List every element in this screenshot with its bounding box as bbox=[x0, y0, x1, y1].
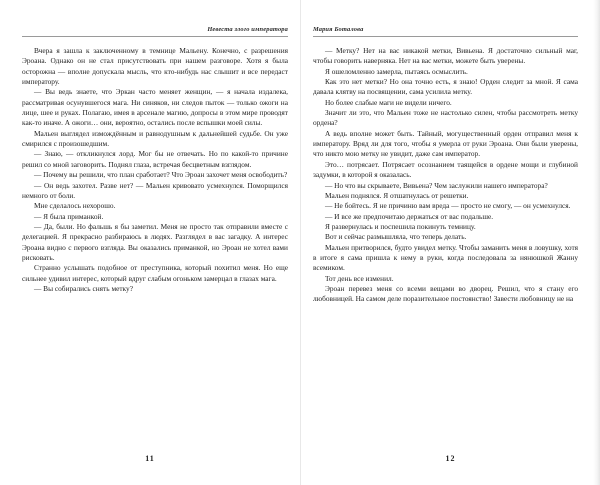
paragraph: — Знаю, — откликнулся лорд. Мог бы не отвечать. Но по какой-то причине решил со мной заговорить. Поднял глаза, встречая бесцветным взглядом. bbox=[22, 149, 288, 169]
paragraph: — Почему вы решили, что план сработает? Что Эроан захочет меня освободить? bbox=[34, 170, 288, 180]
paragraph: Как это нет метки? Но она точно есть, я знаю! Орден следит за мной. Я сама давала клятву на посвящении, сама усилила метку. bbox=[313, 77, 578, 97]
paragraph: — Да, были. Но фальшь я бы заметил. Меня не просто так отправили вместе с делегацией. Я прекрасно разбираюсь в людях. Разглядел в вас загадку. А интерес Эроана видно с первого взгляда. Вы оказались приманкой, но Эроан не хотел вами рисковать. bbox=[22, 221, 288, 262]
paragraph: — Вы собирались снять метку? bbox=[34, 283, 133, 293]
paragraph: — Не бойтесь. Я не причиню вам вреда — просто не смогу, — он усмехнулся. bbox=[325, 201, 571, 211]
left-page-running-head: Невеста злого императора bbox=[207, 26, 288, 33]
paragraph: Странно услышать подобное от преступника, который похитил меня. Но еще сильнее удивил интерес, который вдруг слабым огоньком замерцал в глазах мага. bbox=[22, 263, 288, 283]
paragraph: А ведь вполне может быть. Тайный, могущественный орден отправил меня к императору. Вряд ли для того, чтобы я умерла от руки Эроана. Они были уверены, что никто мою метку не увидит, даже сам император. bbox=[313, 128, 578, 159]
paragraph: — Вы ведь знаете, что Эркан часто меняет женщин, — я начала издалека, рассматривая осунувшегося мага. Ни синяков, ни следов пыток — только ожоги на лице, шее и руках. Полагаю, имея в арсенале магию, допросы в этом мире проводят как-то иначе. А ожоги… они, вероятно, остались после вспышки моей силы. bbox=[22, 87, 288, 128]
paragraph: Мальен притворился, будто увидел метку. Чтобы заманить меня в ловушку, хотя в итоге я сама пришла к нему в руки, когда последовала за нянюшкой Жанну всемиком. bbox=[313, 242, 578, 273]
paragraph: — И все же предпочитаю держаться от вас подальше. bbox=[325, 211, 494, 221]
right-page bbox=[300, 0, 600, 485]
right-page-running-head: Мария Боталова bbox=[313, 26, 364, 33]
paragraph: Вот и сейчас размышляла, что теперь делать. bbox=[325, 232, 467, 242]
right-page-header-rule bbox=[313, 36, 578, 37]
right-page-body bbox=[313, 46, 578, 305]
paragraph: — Я была приманкой. bbox=[34, 211, 104, 221]
paragraph: Я развернулась и поспешила покинуть темницу. bbox=[325, 221, 476, 231]
paragraph: Я ошеломленно замерла, пытаясь осмыслить. bbox=[325, 66, 468, 76]
paragraph: Вчера я зашла к заключенному в темнице Мальену. Конечно, с разрешения Эроана. Однако он не стал присутствовать при нашем разговоре. Хотя я была осторожна — вполне допускала мысль, что кто-нибудь нас слышит и все передаст императору. bbox=[22, 46, 288, 87]
paragraph: Это… потрясает. Потрясает осознанием таящейся в ордене мощи и глубиной задумки, в которой я оказалась. bbox=[313, 159, 578, 180]
paragraph: Эроан перевез меня со всеми вещами во дворец. Решил, что я стану его любовницей. На самом деле поразительное постоянство! Завести любовницу не на bbox=[313, 283, 578, 304]
paragraph: — Метку? Нет на вас никакой метки, Вивьена. Я достаточно сильный маг, чтобы говорить наверняка. Нет на вас метки, можете быть уверены. bbox=[313, 46, 578, 66]
right-page-folio: 12 bbox=[445, 454, 456, 463]
paragraph: Мальен поднялся. Я отшатнулась от решетки. bbox=[325, 190, 469, 200]
paragraph: Мне сделалось нехорошо. bbox=[34, 201, 116, 211]
left-page-header-rule bbox=[22, 36, 288, 37]
paragraph: Тот день все изменил. bbox=[325, 273, 394, 283]
left-page-body bbox=[22, 46, 288, 294]
paragraph: — Он ведь захотел. Разве нет? — Мальен кривовато усмехнулся. Поморщился немного от боли. bbox=[22, 180, 288, 200]
paragraph: Но более слабые маги не видели ничего. bbox=[325, 97, 452, 107]
paragraph: Мальен выглядел измождённым и равнодушным к дальнейшей судьбе. Он уже смирился с произошедшим. bbox=[22, 128, 288, 149]
paragraph: Значит ли это, что Мальен тоже не настолько силен, чтобы рассмотреть метку ордена? bbox=[313, 108, 578, 128]
paragraph: — Но что вы скрываете, Вивьена? Чем заслужили нашего императора? bbox=[325, 180, 548, 190]
left-page-folio: 11 bbox=[145, 454, 155, 463]
